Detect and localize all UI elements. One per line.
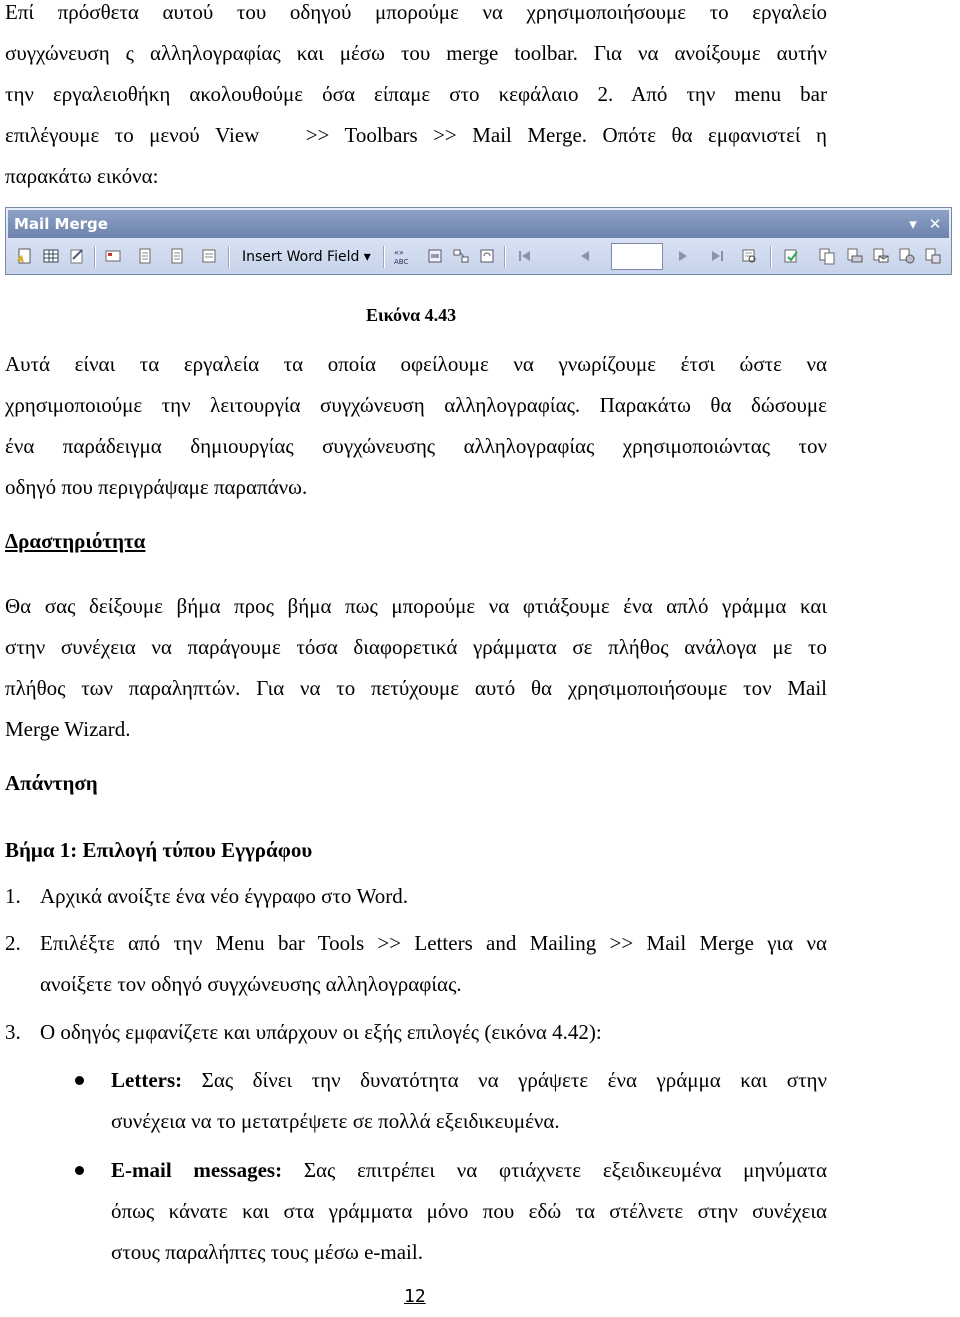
propagate-labels-icon[interactable] bbox=[476, 245, 498, 267]
paragraph-line: οδηγό που περιγράψαμε παραπάνω. bbox=[5, 475, 308, 499]
intro-line: την εργαλειοθήκη ακολουθούμε όσα είπαμε στο κεφάλαιο 2. Από την menu bar bbox=[5, 82, 827, 106]
bullet-item bbox=[75, 1150, 827, 1273]
activity-paragraph bbox=[5, 586, 827, 750]
bullet-text: Σας δίνει την δυνατότητα να γράψετε ένα γράμμα και στην bbox=[182, 1068, 827, 1092]
step-text: Ο οδηγός εμφανίζετε και υπάρχουν οι εξής επιλογές (εικόνα 4.42): bbox=[40, 1020, 602, 1044]
bullet-text: όπως κάνατε και στα γράμματα μόνο που εδώ τα στέλνετε στην συνέχεια bbox=[111, 1199, 827, 1223]
paragraph-line: ένα παράδειγμα δημιουργίας συγχώνευσης αλληλογραφίας χρησιμοποιώντας τον bbox=[5, 434, 827, 458]
step-text: Αρχικά ανοίξτε ένα νέο έγγραφο στο Word. bbox=[40, 884, 409, 908]
paragraph-line: Merge Wizard. bbox=[5, 717, 131, 741]
match-fields-icon[interactable] bbox=[450, 245, 472, 267]
record-number-input[interactable] bbox=[611, 243, 663, 270]
open-data-source-icon[interactable] bbox=[40, 245, 62, 267]
step-text: Επιλέξτε από την Menu bar Tools >> Letters and Mailing >> Mail Merge για να bbox=[40, 931, 827, 955]
toolbar-overflow-icon[interactable] bbox=[922, 245, 944, 267]
paragraph-line: στην συνέχεια να παράγουμε τόσα διαφορετικά γράμματα σε πλήθος ανάλογα με το bbox=[5, 635, 827, 659]
svg-text:ABC: ABC bbox=[394, 258, 409, 265]
svg-text:«»: «» bbox=[394, 248, 404, 257]
explanation-paragraph bbox=[5, 344, 827, 508]
bullet-text: συνέχεια να το μετατρέψετε σε πολλά εξειδικευμένα. bbox=[111, 1109, 560, 1133]
bullet-icon bbox=[75, 1076, 84, 1085]
intro-line: Επί πρόσθετα αυτού του οδηγού μπορούμε να χρησιμοποιήσουμε το εργαλείο bbox=[5, 0, 827, 24]
merge-to-new-document-icon[interactable] bbox=[816, 245, 838, 267]
step-text: ανοίξετε τον οδηγό συγχώνευσης αλληλογραφίας. bbox=[40, 972, 462, 996]
recipients-icon[interactable] bbox=[66, 245, 88, 267]
mail-merge-toolbar bbox=[5, 207, 952, 275]
toolbar-buttons-row bbox=[8, 240, 949, 274]
merge-to-printer-icon[interactable] bbox=[844, 245, 866, 267]
step-number: 1. bbox=[5, 884, 21, 908]
find-entry-icon[interactable] bbox=[738, 245, 760, 267]
previous-record-icon[interactable] bbox=[574, 245, 596, 267]
toolbar-title-bar bbox=[8, 210, 949, 238]
paragraph-line: Αυτά είναι τα εργαλεία τα οποία οφείλουμε να γνωρίζουμε έτσι ώστε να bbox=[5, 352, 827, 376]
insert-merge-fields-icon[interactable] bbox=[166, 245, 188, 267]
view-merged-data-icon[interactable] bbox=[392, 245, 414, 267]
intro-line: παρακάτω εικόνα: bbox=[5, 164, 159, 188]
intro-line: συγχώνευση ς αλληλογραφίας και μέσω του merge toolbar. Για να ανοίξουμε αυτήν bbox=[5, 41, 827, 65]
bullet-text: στους παραλήπτες τους μέσω e-mail. bbox=[111, 1240, 423, 1264]
bullet-icon bbox=[75, 1166, 84, 1175]
step-number: 3. bbox=[5, 1020, 21, 1044]
toolbar-options-icon[interactable]: ▾ bbox=[909, 215, 917, 233]
bullet-item bbox=[75, 1060, 827, 1142]
answer-heading: Απάντηση bbox=[5, 771, 98, 795]
step-heading: Βήμα 1: Επιλογή τύπου Εγγράφου bbox=[5, 838, 313, 862]
bullet-term: Letters: bbox=[111, 1068, 183, 1092]
insert-field-icon[interactable] bbox=[198, 245, 220, 267]
figure-caption: Εικόνα 4.43 bbox=[366, 305, 457, 325]
numbered-step bbox=[5, 876, 827, 917]
intro-paragraph bbox=[5, 0, 827, 197]
bullet-text: Σας επιτρέπει να φτιάχνετε εξειδικευμένα μηνύματα bbox=[282, 1158, 827, 1182]
numbered-step bbox=[5, 1012, 827, 1053]
toolbar-title: Mail Merge bbox=[14, 215, 108, 233]
merge-to-fax-icon[interactable] bbox=[896, 245, 918, 267]
paragraph-line: χρησιμοποιούμε την λειτουργία συγχώνευση αλληλογραφίας. Παρακάτω θα δώσουμε bbox=[5, 393, 827, 417]
last-record-icon[interactable] bbox=[706, 245, 728, 267]
merge-to-email-icon[interactable] bbox=[870, 245, 892, 267]
highlight-merge-fields-icon[interactable] bbox=[424, 245, 446, 267]
intro-line: επιλέγουμε το μενού View >> Toolbars >> Mail Merge. Οπότε θα εμφανιστεί η bbox=[5, 123, 827, 147]
close-icon[interactable]: ✕ bbox=[928, 215, 942, 233]
activity-heading: Δραστηριότητα bbox=[5, 529, 146, 553]
next-record-icon[interactable] bbox=[672, 245, 694, 267]
numbered-step bbox=[5, 923, 827, 1005]
insert-address-block-icon[interactable] bbox=[102, 245, 124, 267]
bullet-term: E-mail messages: bbox=[111, 1158, 283, 1182]
first-record-icon[interactable] bbox=[514, 245, 536, 267]
paragraph-line: πλήθος των παραληπτών. Για να το πετύχουμε αυτό θα χρησιμοποιήσουμε τον Mail bbox=[5, 676, 827, 700]
page-number: 12 bbox=[404, 1286, 426, 1307]
step-number: 2. bbox=[5, 931, 21, 955]
paragraph-line: Θα σας δείξουμε βήμα προς βήμα πως μπορούμε να φτιάξουμε ένα απλό γράμμα και bbox=[5, 594, 827, 618]
check-for-errors-icon[interactable] bbox=[780, 245, 802, 267]
main-document-setup-icon[interactable] bbox=[14, 245, 36, 267]
insert-greeting-line-icon[interactable] bbox=[134, 245, 156, 267]
insert-word-field-dropdown[interactable]: Insert Word Field ▾ bbox=[242, 249, 371, 265]
